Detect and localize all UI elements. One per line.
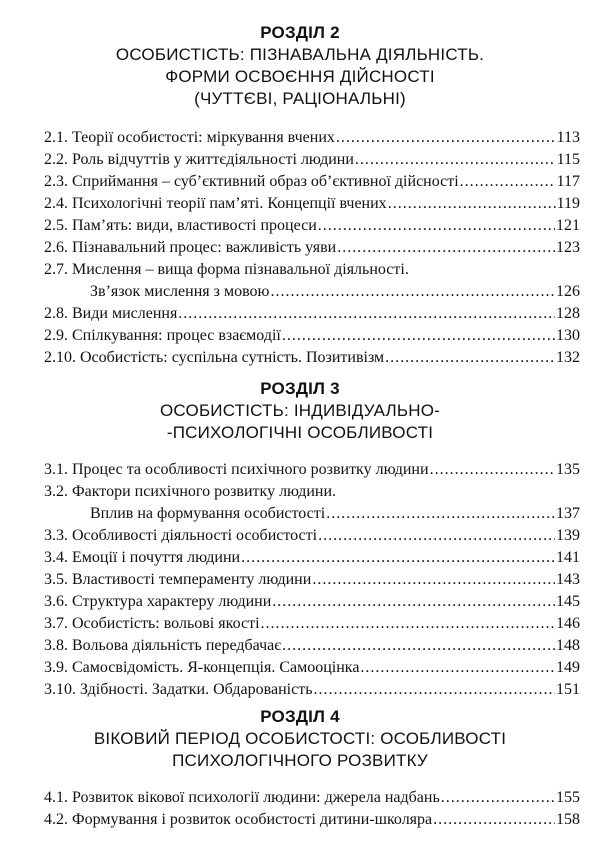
leader-dots [430, 460, 555, 479]
entry-page: 149 [556, 659, 580, 676]
entry-number: 3.10. [44, 681, 76, 698]
leader-dots [388, 194, 556, 213]
entry-continuation: Вплив на формування особистості [90, 505, 326, 522]
entry-text: Здібності. Задатки. Обдарованість [80, 681, 313, 698]
entry-page: 121 [556, 217, 580, 234]
entry-number: 3.8. [44, 637, 68, 654]
leader-dots [318, 526, 555, 545]
leader-dots [460, 172, 556, 191]
entry-page: 146 [556, 615, 580, 632]
entry-text: Формування і розвиток особистості дитини-школяра [72, 811, 433, 828]
entry-number: 3.3. [44, 527, 68, 544]
leader-dots [355, 150, 556, 169]
entry-number: 2.6. [44, 239, 68, 256]
entry-number: 2.1. [44, 129, 68, 146]
entry-number: 2.5. [44, 217, 68, 234]
section-title-line: ПСИХОЛОГІЧНОГО РОЗВИТКУ [172, 751, 428, 770]
leader-dots [282, 636, 555, 655]
leader-dots [441, 788, 555, 807]
entry-page: 155 [556, 789, 580, 806]
entry-text: Мислення – вища форма пізнавальної діяльності. [72, 261, 409, 278]
section-title-line: ФОРМИ ОСВОЄННЯ ДІЙСНОСТІ [165, 67, 435, 86]
entry-page: 137 [556, 505, 580, 522]
entry-page: 158 [556, 811, 580, 828]
toc-entry[interactable] [44, 348, 580, 367]
leader-dots [337, 238, 555, 257]
entry-page: 119 [556, 195, 580, 212]
toc-entry[interactable] [44, 172, 580, 191]
leader-dots [178, 304, 555, 323]
toc-entry[interactable] [44, 128, 580, 147]
leader-dots [318, 216, 555, 235]
section-heading: РОЗДІЛ 2 [260, 23, 340, 42]
entry-page: 123 [556, 239, 580, 256]
section-4-header [0, 706, 600, 772]
entry-page: 132 [556, 349, 580, 366]
toc-entry[interactable] [44, 150, 580, 169]
section-heading: РОЗДІЛ 3 [260, 379, 340, 398]
entry-text: Властивості темпераменту людини [72, 571, 312, 588]
toc-entry[interactable] [44, 680, 580, 699]
toc-entry[interactable] [44, 614, 580, 633]
entry-number: 4.2. [44, 811, 68, 828]
leader-dots [360, 658, 555, 677]
toc-entry[interactable] [44, 238, 580, 257]
entry-text: Теорії особистості: міркування вчених [72, 129, 335, 146]
toc-entry[interactable] [44, 570, 580, 589]
entry-number: 2.7. [44, 261, 68, 278]
leader-dots [282, 326, 555, 345]
toc-entry[interactable] [44, 482, 580, 523]
section-title-line: ОСОБИСТІСТЬ: ІНДИВІДУАЛЬНО- [160, 401, 440, 420]
entry-page: 126 [556, 283, 580, 300]
leader-dots [336, 128, 556, 147]
entry-number: 2.9. [44, 327, 68, 344]
entry-text: Види мислення [72, 305, 178, 322]
toc-entry[interactable] [44, 304, 580, 323]
entry-text: Фактори психічного розвитку людини. [72, 483, 337, 500]
section-title-line: (ЧУТТЄВІ, РАЦІОНАЛЬНІ) [194, 89, 406, 108]
toc-entry[interactable] [44, 810, 580, 829]
entry-page: 139 [556, 527, 580, 544]
leader-dots [326, 504, 555, 523]
entry-number: 3.2. [44, 483, 68, 500]
entry-text: Особистість: суспільна сутність. Позитивізм [80, 349, 385, 366]
entry-text: Пізнавальний процес: важливість уяви [72, 239, 337, 256]
toc-entry[interactable] [44, 194, 580, 213]
section-title-line: ВІКОВИЙ ПЕРІОД ОСОБИСТОСТІ: ОСОБЛИВОСТІ [93, 729, 507, 748]
leader-dots [270, 282, 555, 301]
section-2-header [0, 22, 600, 110]
entry-continuation: Зв’язок мислення з мовою [90, 283, 270, 300]
entry-text: Пам’ять: види, властивості процеси [72, 217, 317, 234]
leader-dots [261, 614, 555, 633]
entry-page: 135 [556, 461, 580, 478]
entry-text: Сприймання – суб’єктивний образ об’єктивної дійсності [72, 173, 459, 190]
entry-text: Самосвідомість. Я-концепція. Самооцінка [72, 659, 360, 676]
entry-number: 3.5. [44, 571, 68, 588]
entry-text: Особливості діяльності особистості [72, 527, 318, 544]
entry-page: 117 [556, 173, 580, 190]
entry-number: 3.9. [44, 659, 68, 676]
entry-number: 2.3. [44, 173, 68, 190]
entry-text: Процес та особливості психічного розвитку людини [72, 461, 429, 478]
entry-number: 3.7. [44, 615, 68, 632]
toc-entry[interactable] [44, 592, 580, 611]
entry-page: 145 [556, 593, 580, 610]
toc-entry[interactable] [44, 526, 580, 545]
entry-page: 141 [556, 549, 580, 566]
entry-number: 3.6. [44, 593, 68, 610]
toc-entry[interactable] [44, 460, 580, 479]
entry-text: Розвиток вікової психології людини: джерела надбань [72, 789, 440, 806]
toc-entry[interactable] [44, 658, 580, 677]
entry-text: Особистість: вольові якості [72, 615, 260, 632]
entry-text: Емоції і почуття людини [72, 549, 241, 566]
entry-number: 2.4. [44, 195, 68, 212]
section-heading: РОЗДІЛ 4 [260, 707, 340, 726]
entry-page: 130 [556, 327, 580, 344]
entry-text: Спілкування: процес взаємодії [72, 327, 281, 344]
leader-dots [314, 680, 556, 699]
toc-entry[interactable] [44, 260, 580, 301]
entry-page: 143 [556, 571, 580, 588]
entry-number: 3.1. [44, 461, 68, 478]
entry-page: 128 [556, 305, 580, 322]
toc-entry[interactable] [44, 216, 580, 235]
leader-dots [385, 348, 555, 367]
toc-entry[interactable] [44, 636, 580, 655]
entry-number: 3.4. [44, 549, 68, 566]
leader-dots [433, 810, 555, 829]
entry-text: Роль відчуттів у життєдіяльності людини [72, 151, 354, 168]
entry-text: Вольова діяльність передбачає [72, 637, 282, 654]
toc-entry[interactable] [44, 548, 580, 567]
toc-entry[interactable] [44, 788, 580, 807]
section-3-header [0, 378, 600, 444]
section-title-line: -ПСИХОЛОГІЧНІ ОСОБЛИВОСТІ [166, 423, 434, 442]
leader-dots [272, 592, 555, 611]
section-title-line: ОСОБИСТІСТЬ: ПІЗНАВАЛЬНА ДІЯЛЬНІСТЬ. [115, 45, 485, 64]
toc-entry[interactable] [44, 326, 580, 345]
leader-dots [241, 548, 555, 567]
entry-page: 115 [556, 151, 580, 168]
entry-number: 2.8. [44, 305, 68, 322]
entry-page: 113 [556, 129, 580, 146]
entry-page: 151 [556, 681, 580, 698]
entry-number: 2.10. [44, 349, 76, 366]
entry-number: 4.1. [44, 789, 68, 806]
entry-number: 2.2. [44, 151, 68, 168]
entry-page: 148 [556, 637, 580, 654]
leader-dots [312, 570, 555, 589]
entry-text: Структура характеру людини [72, 593, 272, 610]
entry-text: Психологічні теорії пам’яті. Концепції вчених [72, 195, 387, 212]
